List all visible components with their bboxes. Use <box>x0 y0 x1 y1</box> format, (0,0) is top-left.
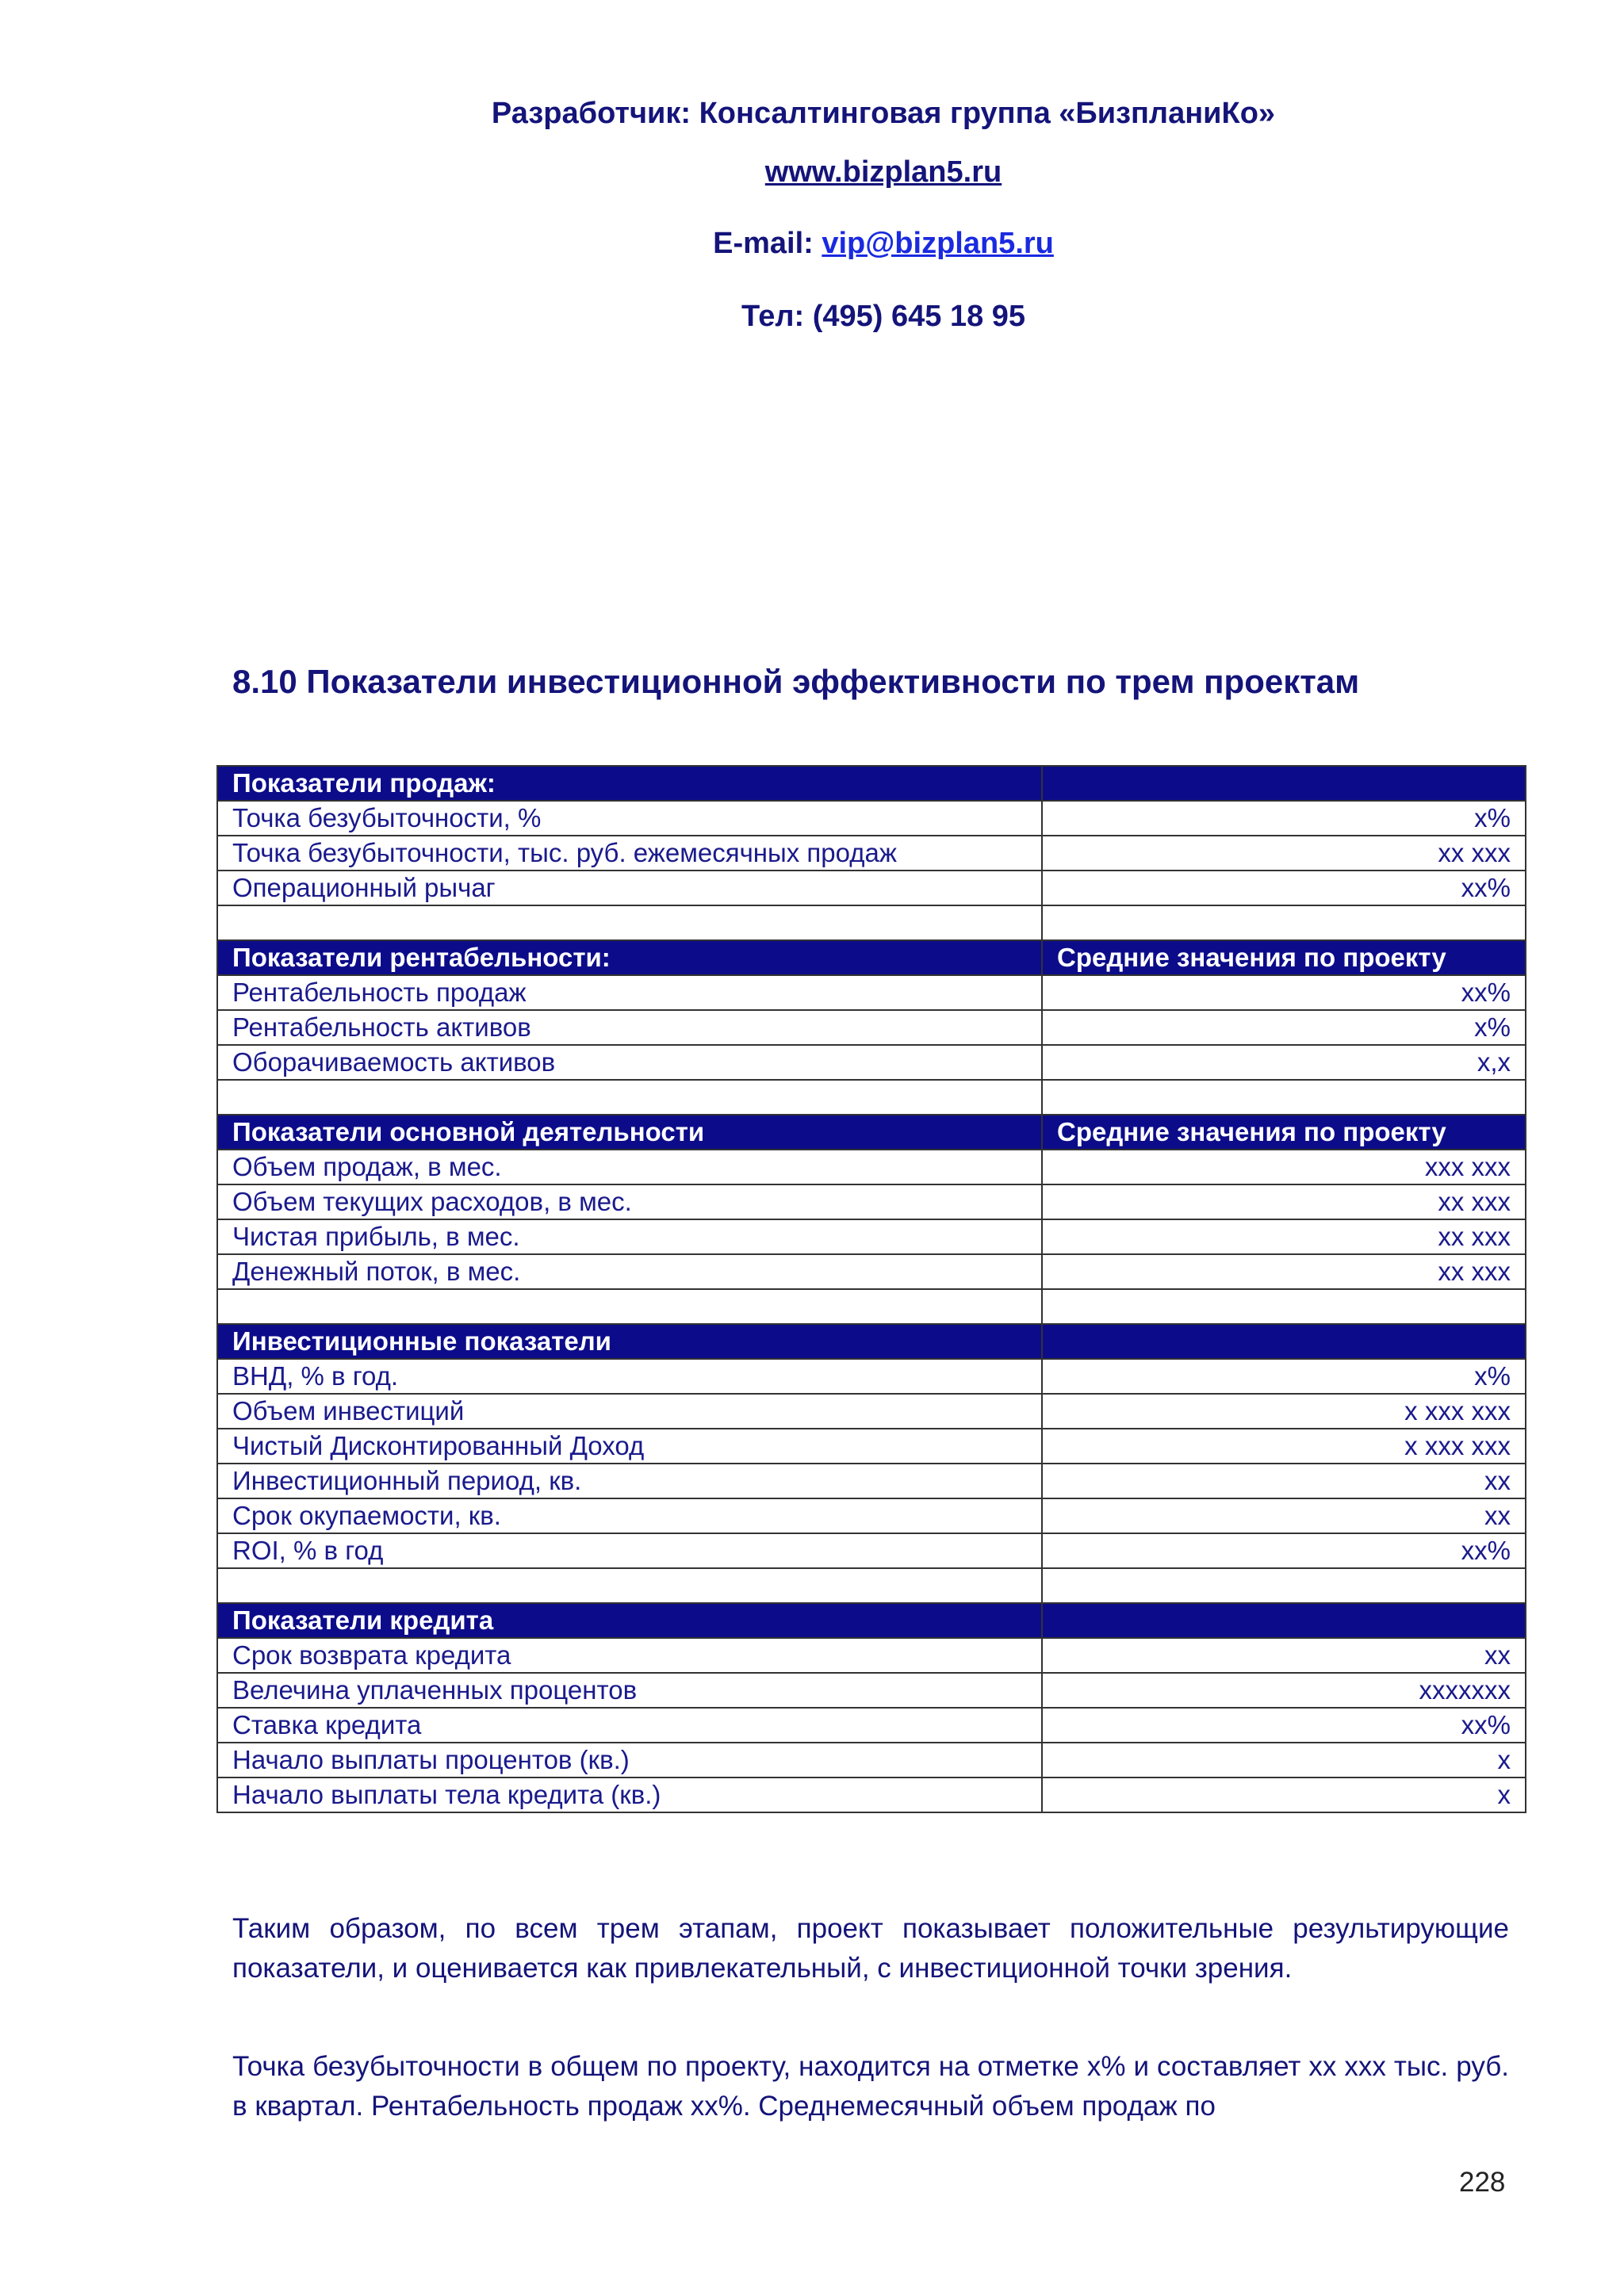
row-value: xx xxx <box>1042 836 1526 871</box>
table-row <box>217 1254 1526 1289</box>
row-label: Начало выплаты процентов (кв.) <box>217 1743 1042 1777</box>
email-label: E-mail: <box>713 227 822 260</box>
row-value: xx% <box>1042 1533 1526 1568</box>
row-label: Оборачиваемость активов <box>217 1045 1042 1080</box>
row-label: Объем текущих расходов, в мес. <box>217 1184 1042 1219</box>
table-row <box>217 801 1526 836</box>
table-row <box>217 1219 1526 1254</box>
page-number: 228 <box>1459 2167 1506 2198</box>
row-value: x% <box>1042 1010 1526 1045</box>
row-label: Рентабельность активов <box>217 1010 1042 1045</box>
empty-cell <box>1042 1289 1526 1324</box>
phone-line: Тел: (495) 645 18 95 <box>741 300 1026 333</box>
row-value: xxxxxxx <box>1042 1673 1526 1708</box>
row-value: x% <box>1042 1359 1526 1394</box>
credit-header-row <box>217 1603 1526 1638</box>
row-label: Ставка кредита <box>217 1708 1042 1743</box>
table-row <box>217 871 1526 905</box>
row-value: xx <box>1042 1638 1526 1673</box>
row-value: xx xxx <box>1042 1184 1526 1219</box>
row-value: x <box>1042 1743 1526 1777</box>
table-row <box>217 1150 1526 1184</box>
section-title: 8.10 Показатели инвестиционной эффективности по трем проектам <box>232 663 1360 700</box>
empty-cell <box>1042 905 1526 940</box>
credit-header-value <box>1042 1603 1526 1638</box>
row-value: xxx xxx <box>1042 1150 1526 1184</box>
conclusion-paragraph: Таким образом, по всем трем этапам, проект показывает положительные результирующие показатели, и оценивается как привлекательный, с инвестиционной точки зрения. <box>232 1913 1509 1984</box>
row-label: Начало выплаты тела кредита (кв.) <box>217 1777 1042 1812</box>
sales-header-value <box>1042 766 1526 801</box>
row-value: xx <box>1042 1498 1526 1533</box>
profitability-header: Показатели рентабельности: <box>217 940 1042 975</box>
table-row <box>217 1673 1526 1708</box>
table-row <box>217 1464 1526 1498</box>
row-value: xx xxx <box>1042 1254 1526 1289</box>
row-label: ВНД, % в год. <box>217 1359 1042 1394</box>
row-label: Срок возврата кредита <box>217 1638 1042 1673</box>
investment-header: Инвестиционные показатели <box>217 1324 1042 1359</box>
operations-header: Показатели основной деятельности <box>217 1115 1042 1150</box>
empty-cell <box>1042 1080 1526 1115</box>
operations-header-value: Средние значения по проекту <box>1042 1115 1526 1150</box>
row-value: xx <box>1042 1464 1526 1498</box>
table-row <box>217 1010 1526 1045</box>
profitability-header-value: Средние значения по проекту <box>1042 940 1526 975</box>
empty-cell <box>217 905 1042 940</box>
table-row <box>217 1638 1526 1673</box>
row-label: Операционный рычаг <box>217 871 1042 905</box>
website-link-text[interactable]: www.bizplan5.ru <box>764 155 1002 189</box>
row-value: x <box>1042 1777 1526 1812</box>
sales-header: Показатели продаж: <box>217 766 1042 801</box>
email-link[interactable]: vip@bizplan5.ru <box>822 227 1054 260</box>
row-value: x,x <box>1042 1045 1526 1080</box>
row-label: Срок окупаемости, кв. <box>217 1498 1042 1533</box>
empty-cell <box>217 1568 1042 1603</box>
table-row <box>217 1533 1526 1568</box>
website-link[interactable] <box>71 155 1624 189</box>
row-label: Точка безубыточности, тыс. руб. ежемесячных продаж <box>217 836 1042 871</box>
row-label: Чистый Дисконтированный Доход <box>217 1429 1042 1464</box>
indicators-table <box>216 765 1526 1813</box>
email-line <box>71 227 1624 261</box>
breakeven-paragraph: Точка безубыточности в общем по проекту, находится на отметке x% и составляет xx xxx тыс. руб. в квартал. Рентабельность продаж xx%. Среднемесячный объем продаж по <box>232 2051 1509 2122</box>
empty-cell <box>217 1289 1042 1324</box>
table-row <box>217 975 1526 1010</box>
table-row <box>217 1429 1526 1464</box>
table-row <box>217 1359 1526 1394</box>
row-label: Объем продаж, в мес. <box>217 1150 1042 1184</box>
table-row <box>217 1045 1526 1080</box>
row-value: x xxx xxx <box>1042 1429 1526 1464</box>
table-row <box>217 1498 1526 1533</box>
row-label: Денежный поток, в мес. <box>217 1254 1042 1289</box>
row-value: x% <box>1042 801 1526 836</box>
row-value: xx xxx <box>1042 1219 1526 1254</box>
row-value: xx% <box>1042 975 1526 1010</box>
row-label: Чистая прибыль, в мес. <box>217 1219 1042 1254</box>
row-label: Велечина уплаченных процентов <box>217 1673 1042 1708</box>
sales-header-row <box>217 766 1526 801</box>
empty-cell <box>217 1080 1042 1115</box>
spacer-row <box>217 905 1526 940</box>
row-label: ROI, % в год <box>217 1533 1042 1568</box>
row-value: x xxx xxx <box>1042 1394 1526 1429</box>
table-row <box>217 836 1526 871</box>
table-row <box>217 1777 1526 1812</box>
empty-cell <box>1042 1568 1526 1603</box>
investment-header-row <box>217 1324 1526 1359</box>
table-row <box>217 1184 1526 1219</box>
row-label: Точка безубыточности, % <box>217 801 1042 836</box>
profitability-header-row <box>217 940 1526 975</box>
table-row <box>217 1743 1526 1777</box>
developer-line: Разработчик: Консалтинговая группа «БизпланиКо» <box>491 97 1276 130</box>
investment-header-value <box>1042 1324 1526 1359</box>
spacer-row <box>217 1289 1526 1324</box>
row-value: xx% <box>1042 1708 1526 1743</box>
row-value: xx% <box>1042 871 1526 905</box>
spacer-row <box>217 1080 1526 1115</box>
table-row <box>217 1394 1526 1429</box>
table-row <box>217 1708 1526 1743</box>
spacer-row <box>217 1568 1526 1603</box>
credit-header: Показатели кредита <box>217 1603 1042 1638</box>
row-label: Рентабельность продаж <box>217 975 1042 1010</box>
row-label: Инвестиционный период, кв. <box>217 1464 1042 1498</box>
row-label: Объем инвестиций <box>217 1394 1042 1429</box>
operations-header-row <box>217 1115 1526 1150</box>
